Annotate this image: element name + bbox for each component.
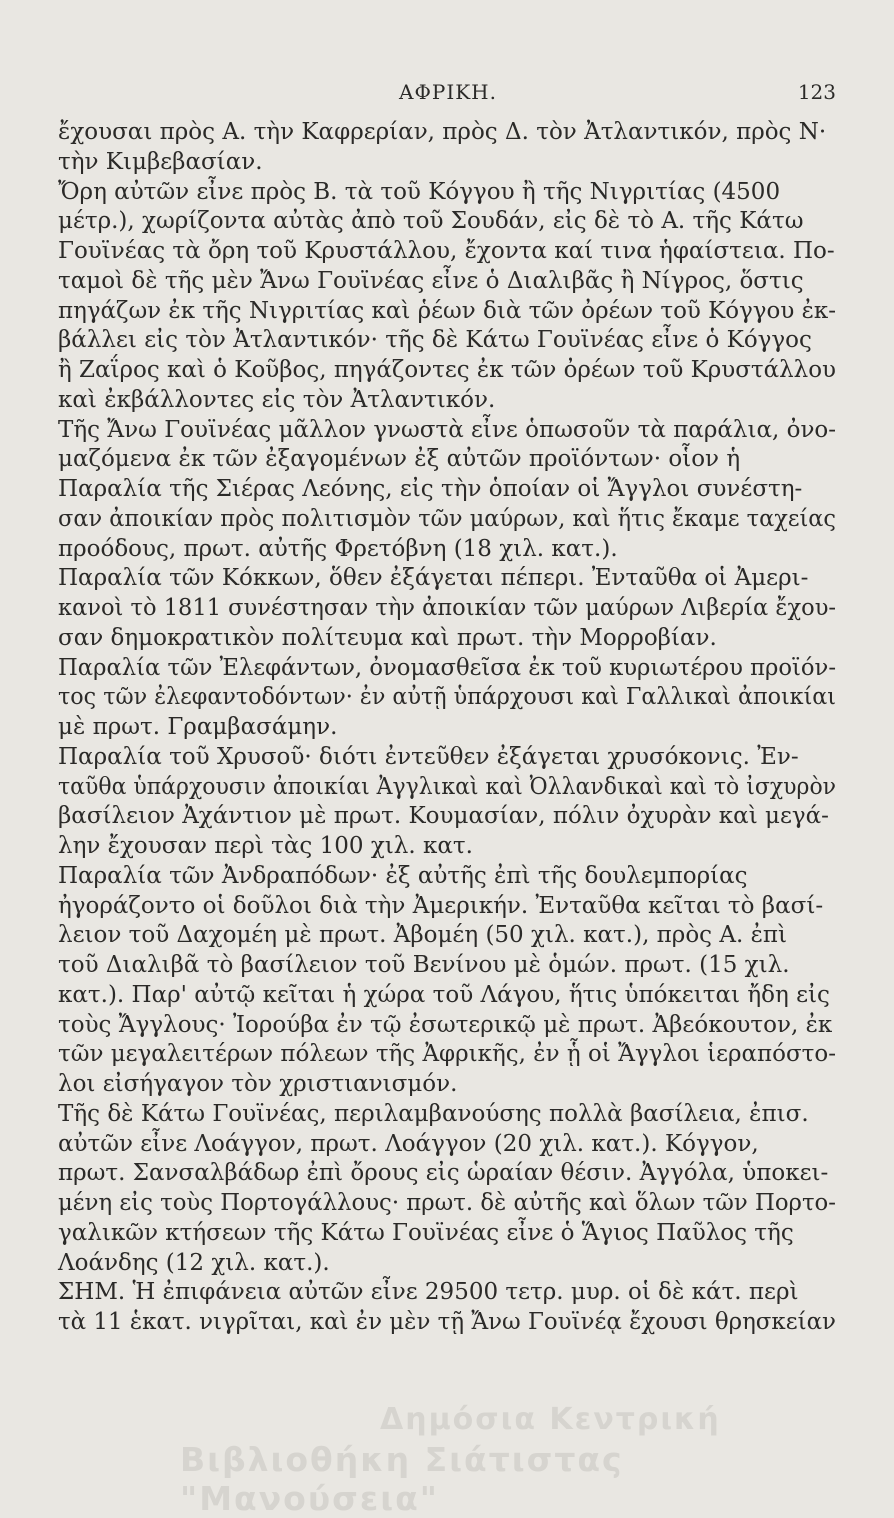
text-line: Παραλία τῶν Ἀνδραπόδων· ἐξ αὐτῆς ἐπὶ τῆς δουλεμπορίας xyxy=(58,862,748,889)
text-line: Τῆς δὲ Κάτω Γουϊνέας, περιλαμβανούσης πολλὰ βασίλεια, ἐπισ. xyxy=(58,1100,809,1127)
text-line: μαζόμενα ἐκ τῶν ἐξαγομένων ἐξ αὐτῶν προϊόντων· οἷον ἡ xyxy=(58,446,741,473)
text-line: Παραλία τοῦ Χρυσοῦ· διότι ἐντεῦθεν ἐξάγεται χρυσόκονις. Ἐν- xyxy=(58,743,799,770)
text-line: κατ.). Παρ' αὐτῷ κεῖται ἡ χώρα τοῦ Λάγου, ἥτις ὑπόκειται ἤδη εἰς xyxy=(58,981,830,1008)
text-line: Παραλία τῆς Σιέρας Λεόνης, εἰς τὴν ὁποίαν οἱ Ἄγγλοι συνέστη- xyxy=(58,476,803,502)
text-line: καὶ ἐκβάλλοντες εἰς τὸν Ἀτλαντικόν. xyxy=(58,386,496,413)
text-line: πρωτ. Σανσαλβάδωρ ἐπὶ ὄρους εἰς ὡραίαν θέσιν. Ἀγγόλα, ὑποκει- xyxy=(58,1160,829,1187)
text-line: ταμοὶ δὲ τῆς μὲν Ἄνω Γουϊνέας εἶνε ὁ Διαλιβᾶς ἢ Νίγρος, ὅστις xyxy=(58,267,804,294)
text-line: σαν δημοκρατικὸν πολίτευμα καὶ πρωτ. τὴν Μορροβίαν. xyxy=(58,624,717,651)
text-line: Γουϊνέας τὰ ὄρη τοῦ Κρυστάλλου, ἔχοντα καί τινα ἡφαίστεια. Πο- xyxy=(58,238,835,264)
page-text xyxy=(58,118,836,1338)
text-line: σαν ἀποικίαν πρὸς πολιτισμὸν τῶν μαύρων, καὶ ἥτις ἔκαμε ταχείας xyxy=(58,505,837,532)
text-line: Τῆς Ἄνω Γουϊνέας μᾶλλον γνωστὰ εἶνε ὁπωσοῦν τὰ παράλια, ὀνο- xyxy=(58,416,837,443)
text-line: βάλλει εἰς τὸν Ἀτλαντικόν· τῆς δὲ Κάτω Γουϊνέας εἶνε ὁ Κόγγος xyxy=(58,327,812,354)
text-line: ταῦθα ὑπάρχουσιν ἀποικίαι Ἀγγλικαὶ καὶ Ὀλλανδικαὶ καὶ τὸ ἰσχυρὸν xyxy=(58,773,837,800)
running-title: ΑΦΡΙΚΗ. xyxy=(399,80,497,104)
text-line: μὲ πρωτ. Γραμβασάμην. xyxy=(58,714,338,740)
text-line: λειον τοῦ Δαχομέη μὲ πρωτ. Ἀβομέη (50 χιλ. κατ.), πρὸς Α. ἐπὶ xyxy=(58,922,788,949)
text-line: βασίλειον Ἀχάντιον μὲ πρωτ. Κουμασίαν, πόλιν ὀχυρὰν καὶ μεγά- xyxy=(58,803,829,830)
text-line: Παραλία τῶν Ἐλεφάντων, ὀνομασθεῖσα ἐκ τοῦ κυριωτέρου προϊόν- xyxy=(58,654,836,681)
text-line: τοῦ Διαλιβᾶ τὸ βασίλειον τοῦ Βενίνου μὲ ὁμών. πρωτ. (15 χιλ. xyxy=(58,952,790,978)
text-line: ΣΗΜ. Ἡ ἐπιφάνεια αὐτῶν εἶνε 29500 τετρ. μυρ. οἱ δὲ κάτ. περὶ xyxy=(58,1279,799,1306)
text-line: προόδους, πρωτ. αὐτῆς Φρετόβνη (18 χιλ. κατ.). xyxy=(58,535,618,562)
text-line: Παραλία τῶν Κόκκων, ὅθεν ἐξάγεται πέπερι. Ἐνταῦθα οἱ Ἀμερι- xyxy=(58,565,809,592)
text-line: ἢ Ζαΐρος καὶ ὁ Κοῦβος, πηγάζοντες ἐκ τῶν ὀρέων τοῦ Κρυστάλλου xyxy=(58,357,837,383)
text-line: τος τῶν ἐλεφαντοδόντων· ἐν αὐτῇ ὑπάρχουσι καὶ Γαλλικαὶ ἀποικίαι xyxy=(58,684,837,711)
text-line: γαλικῶν κτήσεων τῆς Κάτω Γουϊνέας εἶνε ὁ Ἅγιος Παῦλος τῆς xyxy=(58,1219,794,1246)
page-number: 123 xyxy=(797,80,836,104)
text-line: τοὺς Ἄγγλους· Ἰορούβα ἐν τῷ ἐσωτερικῷ μὲ πρωτ. Ἀβεόκουτον, ἐκ xyxy=(58,1011,833,1038)
text-line: μέτρ.), χωρίζοντα αὐτὰς ἀπὸ τοῦ Σουδάν, εἰς δὲ τὸ Α. τῆς Κάτω xyxy=(58,208,804,235)
library-watermark-line-1: Δημόσια Κεντρική xyxy=(380,1402,721,1437)
text-line: ἠγοράζοντο οἱ δοῦλοι διὰ τὴν Ἀμερικήν. Ἐνταῦθα κεῖται τὸ βασί- xyxy=(58,892,824,919)
text-line: τὴν Κιμβεβασίαν. xyxy=(58,148,263,175)
text-line: αὐτῶν εἶνε Λοάγγον, πρωτ. Λοάγγον (20 χιλ. κατ.). Κόγγον, xyxy=(58,1130,759,1157)
text-line: τῶν μεγαλειτέρων πόλεων τῆς Ἀφρικῆς, ἐν ᾗ οἱ Ἄγγλοι ἱεραπόστο- xyxy=(58,1041,836,1068)
text-line: ἔχουσαι πρὸς Α. τὴν Καφρερίαν, πρὸς Δ. τὸν Ἀτλαντικόν, πρὸς Ν· xyxy=(58,119,827,145)
text-line: λοι εἰσήγαγον τὸν χριστιανισμόν. xyxy=(58,1071,458,1097)
page-header xyxy=(60,80,836,110)
text-line: Λοάνδης (12 χιλ. κατ.). xyxy=(58,1249,330,1276)
text-line: λην ἔχουσαν περὶ τὰς 100 χιλ. κατ. xyxy=(58,833,473,859)
library-watermark-line-2: Βιβλιοθήκη Σιάτιστας "Μανούσεια" xyxy=(180,1440,624,1518)
text-line: τὰ 11 ἑκατ. νιγρῖται, καὶ ἐν μὲν τῇ Ἄνω Γουϊνέᾳ ἔχουσι θρησκείαν xyxy=(58,1309,836,1335)
text-line: πηγάζων ἐκ τῆς Νιγριτίας καὶ ῥέων διὰ τῶν ὀρέων τοῦ Κόγγου ἐκ- xyxy=(58,297,836,324)
text-line: Ὄρη αὐτῶν εἶνε πρὸς Β. τὰ τοῦ Κόγγου ἢ τῆς Νιγριτίας (4500 xyxy=(58,178,781,205)
text-line: μένη εἰς τοὺς Πορτογάλλους· πρωτ. δὲ αὐτῆς καὶ ὅλων τῶν Πορτο- xyxy=(58,1190,836,1216)
text-line: κανοὶ τὸ 1811 συνέστησαν τὴν ἀποικίαν τῶν μαύρων Λιβερία ἔχου- xyxy=(58,595,837,621)
